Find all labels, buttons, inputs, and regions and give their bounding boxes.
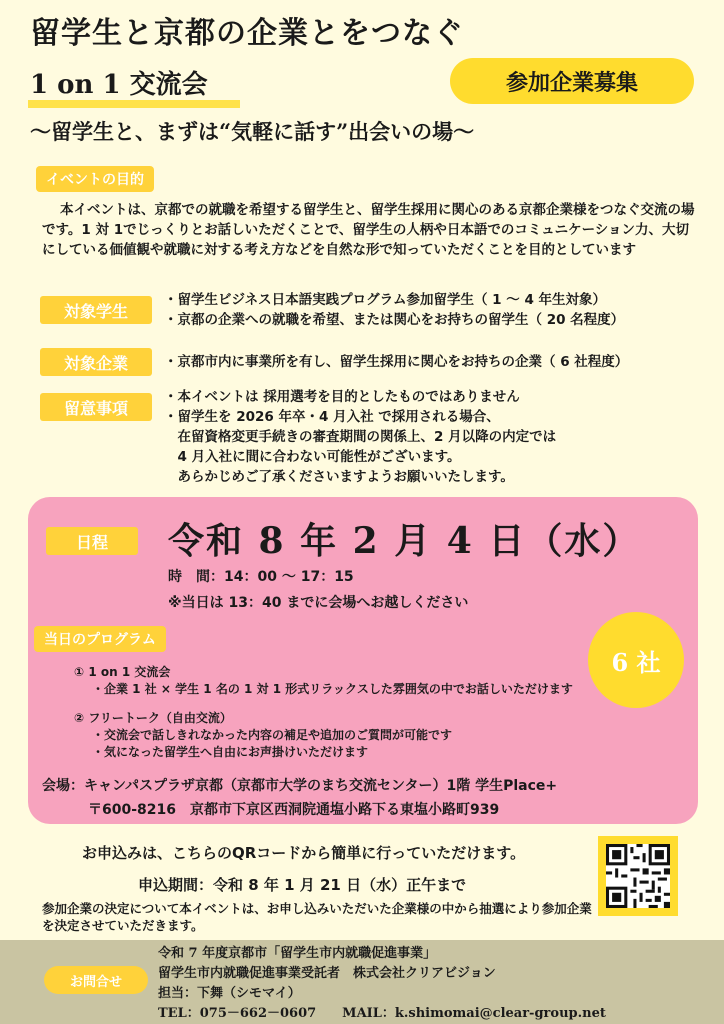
contact-info — [158, 944, 606, 1024]
list-item: ・本イベントは 採用選考を目的としたものではありません — [164, 389, 520, 405]
purpose-text: 本イベントは、京都での就職を希望する留学生と、留学生採用に関心のある京都企業様をつなぐ交流の場です。1 対 1でじっくりとお話しいただくことで、留学生の人柄や日本語でのコミュニケーション力、大切にしている価値観や就職に対する考え方などを自然な形で知っていただくことを目的としています — [42, 202, 695, 258]
contact-line[interactable]: TEL：075－662－0607 MAIL：k.shimomai@clear-group.net — [158, 1006, 606, 1021]
program-item-detail: ・気になった留学生へ自由にお声掛けいただけます — [92, 745, 369, 759]
contact-line: 担当：下舞（シモマイ） — [158, 986, 301, 1001]
list-item: 在留資格変更手続きの審査期間の関係上、2 月以降の内定では — [164, 429, 557, 445]
event-time: 時 間：14：00 ～ 17：15 — [168, 569, 354, 585]
apply-text: お申込みは、こちらのQRコードから簡単に行っていただけます。 — [82, 844, 526, 862]
contact-line: 留学生市内就職促進事業受託者 株式会社クリアビジョン — [158, 966, 496, 981]
list-item: ・京都市内に事業所を有し、留学生採用に関心をお持ちの企業（ 6 社程度） — [164, 354, 629, 370]
qr-code-icon[interactable] — [606, 844, 670, 908]
subtitle: ～留学生と、まずは“気軽に話す”出会いの場～ — [30, 119, 475, 144]
arrival-note: ※当日は 13：40 までに会場へお越しください — [168, 595, 469, 611]
title-underline — [28, 100, 240, 108]
qr-code-frame — [598, 836, 678, 916]
recruit-badge: 参加企業募集 — [450, 58, 694, 104]
companies-list — [164, 352, 628, 372]
schedule-label: 日程 — [46, 527, 138, 555]
contact-line: 令和 7 年度京都市「留学生市内就職促進事業」 — [158, 946, 437, 961]
venue-address: 〒600-8216 京都市下京区西洞院通塩小路下る東塩小路町939 — [88, 802, 500, 818]
program-label: 当日のプログラム — [34, 626, 166, 652]
program-item-detail: ・企業 1 社 × 学生 1 名の 1 対 1 形式リラックスした雰囲気の中でお話しいただけます — [92, 682, 573, 696]
program-item-title: ① 1 on 1 交流会 — [74, 665, 171, 679]
page-title: 留学生と京都の企業とをつなぐ — [30, 16, 464, 51]
list-item: 4 月入社に間に合わない可能性がございます。 — [164, 449, 461, 465]
list-item: あらかじめご了承くださいますようお願いいたします。 — [164, 469, 514, 485]
decision-note: 参加企業の決定について本イベントは、お申し込みいただいた企業様の中から抽選により参加企業を決定させていただきます。 — [42, 901, 592, 933]
program-item-2 — [74, 710, 452, 761]
notes-list — [164, 387, 556, 487]
contact-label: お問合せ — [44, 966, 148, 994]
students-list — [164, 290, 624, 330]
purpose-body — [42, 200, 702, 260]
students-label: 対象学生 — [40, 296, 152, 324]
apply-period: 申込期間：令和 8 年 1 月 21 日（水）正午まで — [138, 876, 467, 894]
program-item-title: ② フリートーク（自由交流） — [74, 711, 232, 725]
purpose-label: イベントの目的 — [36, 166, 154, 192]
event-date: 令和 8 年 2 月 4 日（水） — [168, 520, 641, 562]
company-count-badge: 6 社 — [588, 612, 684, 708]
list-item: ・留学生を 2026 年卒・4 月入社 で採用される場合、 — [164, 409, 500, 425]
venue-info — [42, 774, 557, 822]
venue-name: 会場：キャンパスプラザ京都（京都市大学のまち交流センター）1階 学生Place+ — [42, 778, 558, 794]
list-item: ・京都の企業への就職を希望、または関心をお持ちの留学生（ 20 名程度） — [164, 312, 625, 328]
companies-label: 対象企業 — [40, 348, 152, 376]
list-item: ・留学生ビジネス日本語実践プログラム参加留学生（ 1 ～ 4 年生対象） — [164, 292, 607, 308]
program-item-1 — [74, 664, 573, 698]
event-name: 1 on 1 交流会 — [30, 70, 208, 100]
notes-label: 留意事項 — [40, 393, 152, 421]
program-item-detail: ・交流会で話しきれなかった内容の補足や追加のご質問が可能です — [92, 728, 453, 742]
